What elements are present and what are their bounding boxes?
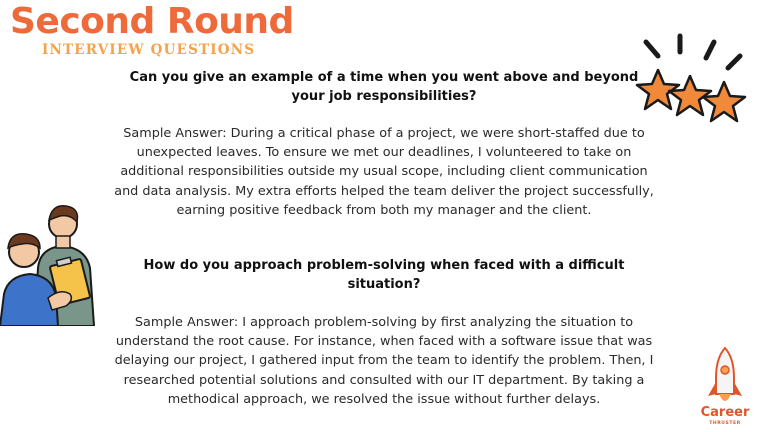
stars-icon — [628, 30, 764, 126]
logo-name: Career — [700, 405, 750, 420]
question-2: How do you approach problem-solving when faced with a difficult situation? — [143, 258, 625, 292]
answer-2: Sample Answer: I approach problem-solving by first analyzing the situation to understand the root cause. For instance, when faced with a software issue that was delaying our project, I gathered input from the team to identify the problem. Then, I researched potential solutions and consulted with our IT department. By taking a methodical approach, we resolved the issue without further delays. — [114, 315, 654, 407]
page-subtitle: INTERVIEW QUESTIONS — [42, 42, 256, 58]
people-illustration — [0, 198, 120, 326]
rocket-icon — [700, 344, 750, 428]
page-title: Second Round — [10, 1, 294, 42]
logo-tagline: THRUSTER — [709, 421, 741, 426]
question-1: Can you give an example of a time when you went above and beyond your job responsibilities? — [129, 70, 639, 104]
answer-1: Sample Answer: During a critical phase of a project, we were short-staffed due to unexpected leaves. To ensure we met our deadlines, I volunteered to take on additional responsibilities outside my usual scope, including client communication and data analysis. My extra efforts helped the team deliver the project successfully, earning positive feedback from both my manager and the client. — [114, 126, 654, 218]
